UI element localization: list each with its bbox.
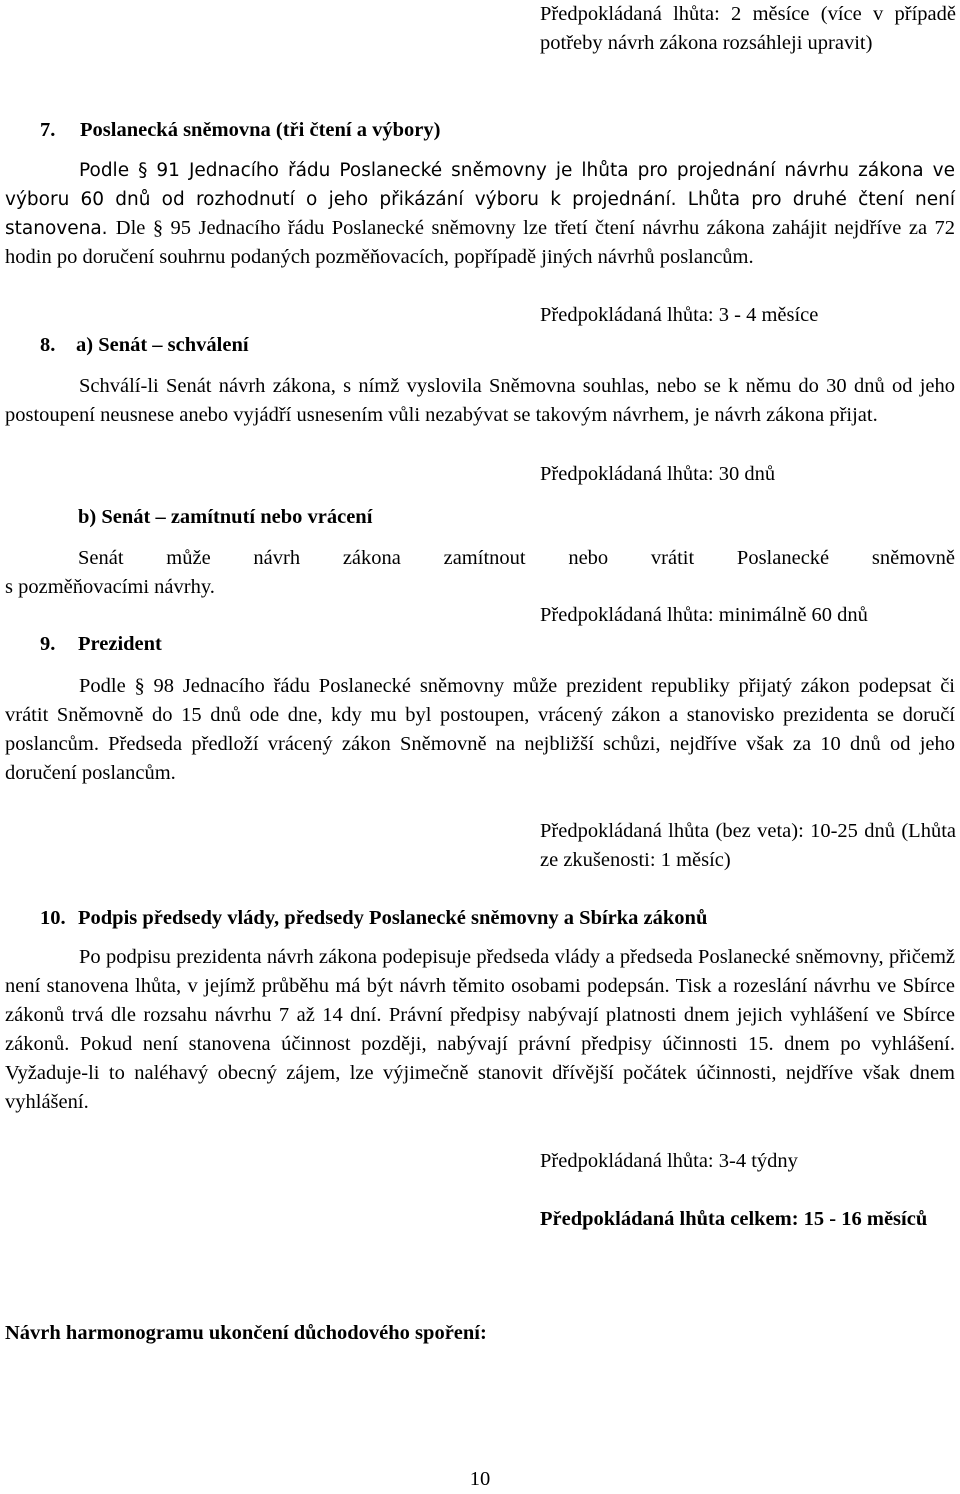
note-deadline-2-months: Předpokládaná lhůta: 2 měsíce (více v případě potřeby návrh zákona rozsáhleji upravit) bbox=[540, 3, 956, 54]
section-8b-line-2: s pozměňovacími návrhy. bbox=[5, 576, 215, 598]
note-deadline-min-60-days: Předpokládaná lhůta: minimálně 60 dnů bbox=[540, 604, 868, 626]
section-8a-paragraph: Schválí-li Senát návrh zákona, s nímž vyslovila Sněmovna souhlas, nebo se k němu do 30 dnů od jeho postoupení neusnese anebo vyjádří usnesením vůli nezabývat se takovým návrhem, je návrh zákona přijat. bbox=[5, 375, 955, 426]
section-8a-heading bbox=[40, 331, 249, 360]
section-9-heading bbox=[40, 630, 162, 659]
note-deadline-3-4-months: Předpokládaná lhůta: 3 - 4 měsíce bbox=[540, 304, 819, 326]
harmonogram-heading: Návrh harmonogramu ukončení důchodového spoření: bbox=[5, 1322, 487, 1344]
section-10-paragraph: Po podpisu prezidenta návrh zákona podepisuje předseda vlády a předseda Poslanecké sněmovny, přičemž není stanovena lhůta, v jejímž průběhu má být návrh těmito osobami podepsán. Tisk a rozeslání návrhu ve Sbírce zákonů trvá dle rozsahu návrhu 7 až 14 dní. Právní předpisy nabývají platnosti dnem jejich vyhlášení ve Sbírce zákonů. Pokud není stanovena účinnost později, nabývají právní předpisy účinnosti 15. dnem po vyhlášení. Vyžaduje-li to naléhavý obecný zájem, lze výjimečně stanovit dřívější počátek účinnosti, nejdříve však dnem vyhlášení. bbox=[5, 946, 955, 1113]
section-8a-title: a) Senát – schválení bbox=[76, 334, 249, 356]
section-10-heading bbox=[40, 904, 707, 933]
note-total-deadline: Předpokládaná lhůta celkem: 15 - 16 měsíců bbox=[540, 1208, 928, 1230]
section-9-number: 9. bbox=[40, 633, 56, 655]
section-9-title: Prezident bbox=[78, 633, 162, 655]
note-deadline-3-4-weeks: Předpokládaná lhůta: 3-4 týdny bbox=[540, 1150, 798, 1172]
section-7-heading bbox=[40, 116, 440, 145]
section-9-paragraph: Podle § 98 Jednacího řádu Poslanecké sněmovny může prezident republiky přijatý zákon podepsat či vrátit Sněmovně do 15 dnů ode dne, kdy mu byl postoupen, vrácený zákon a stanovisko prezidenta se doručí poslancům. Předseda předloží vrácený zákon Sněmovně na nejbližší schůzi, nejdříve však za 10 dnů od jeho doručení poslancům. bbox=[5, 675, 955, 784]
section-7-text bbox=[5, 156, 955, 272]
note-deadline-30-days: Předpokládaná lhůta: 30 dnů bbox=[540, 463, 776, 485]
section-7-title: Poslanecká sněmovna (tři čtení a výbory) bbox=[80, 119, 441, 141]
note-deadline-10-25-days: Předpokládaná lhůta (bez veta): 10-25 dnů (Lhůta ze zkušenosti: 1 měsíc) bbox=[540, 820, 956, 871]
section-8b-line-1: Senát může návrh zákona zamítnout nebo vrátit Poslanecké sněmovně bbox=[78, 547, 955, 569]
section-7-paragraph-a: Podle § 91 Jednacího řádu Poslanecké sněmovny je lhůta pro projednání návrhu zákona ve výboru 60 dnů od rozhodnutí o jeho přikázání výboru k projednání. Lhůta pro druhé čtení není stanovena. bbox=[5, 160, 955, 239]
section-10-title: Podpis předsedy vlády, předsedy Poslanecké sněmovny a Sbírka zákonů bbox=[78, 907, 708, 929]
section-7-number: 7. bbox=[40, 119, 56, 141]
section-8-number: 8. bbox=[40, 334, 56, 356]
section-8b-title: b) Senát – zamítnutí nebo vrácení bbox=[78, 506, 373, 528]
section-10-number: 10. bbox=[40, 907, 66, 929]
page-number: 10 bbox=[469, 1468, 491, 1490]
section-7-paragraph-b: Dle § 95 Jednacího řádu Poslanecké sněmovny lze třetí čtení návrhu zákona zahájit nejdříve za 72 hodin po doručení souhrnu podaných pozměňovacích, popřípadě jiných návrhů poslancům. bbox=[5, 217, 955, 268]
